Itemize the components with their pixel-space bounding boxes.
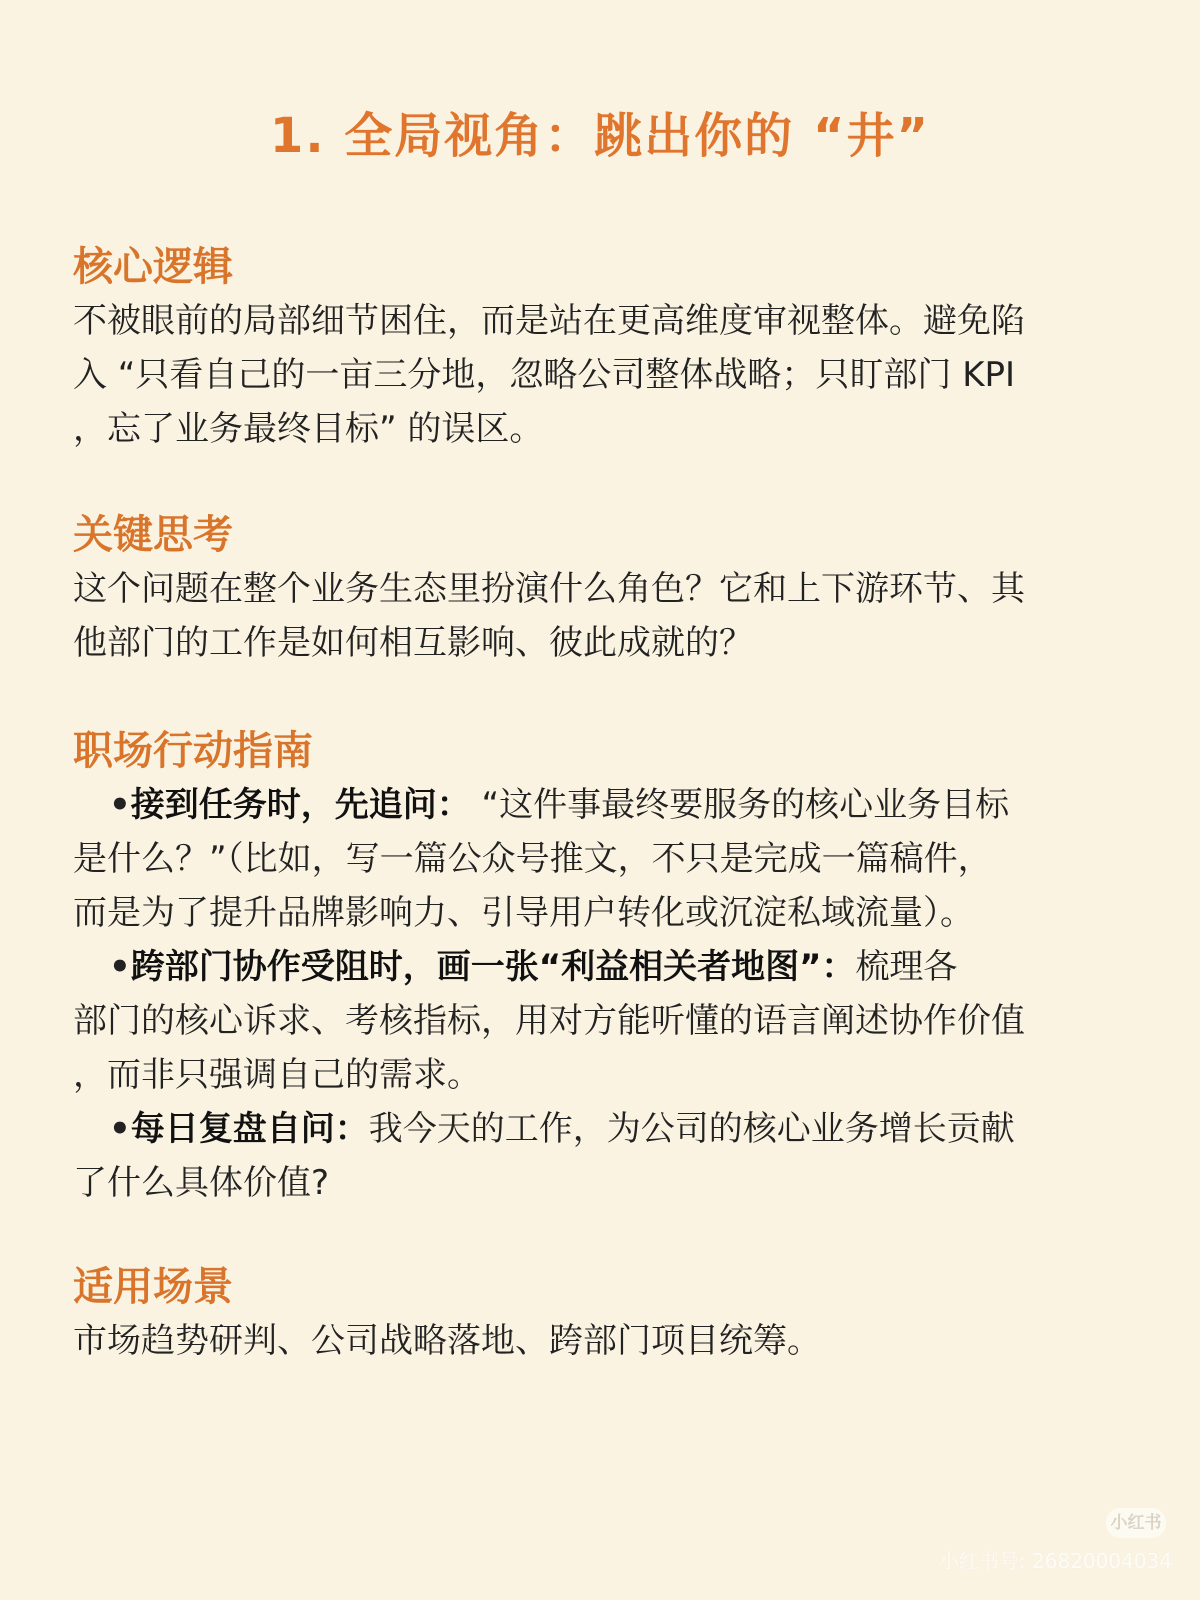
bullet-item — [73, 778, 1133, 832]
watermark-id: 小红书号: 26820004034 — [938, 1549, 1172, 1573]
bullet-dot: • — [109, 1109, 131, 1149]
watermark-logo: 小红书 — [1106, 1508, 1166, 1538]
paragraph-line: 了什么具体价值? — [73, 1163, 330, 1203]
bullet-item — [73, 940, 1133, 994]
section-heading: 适用场景 — [73, 1264, 233, 1310]
bullet-text: 我今天的工作，为公司的核心业务增长贡献 — [368, 1109, 1015, 1149]
paragraph-line: 不被眼前的局部细节困住，而是站在更高维度审视整体。避免陷 — [73, 301, 1025, 341]
bullet-text: “这件事最终要服务的核心业务目标 — [470, 785, 1010, 825]
bullet-dot: • — [109, 785, 131, 825]
section-scenarios — [73, 1260, 1133, 1368]
section-core-logic — [73, 240, 1133, 456]
bullet-item — [73, 1102, 1133, 1156]
bullet-lead: 接到任务时，先追问： — [130, 785, 471, 825]
paragraph-line: 这个问题在整个业务生态里扮演什么角色？它和上下游环节、其 — [73, 569, 1025, 609]
paragraph-line: 而是为了提升品牌影响力、引导用户转化或沉淀私域流量）。 — [73, 893, 974, 933]
section-key-thinking — [73, 508, 1133, 670]
paragraph-line: ，忘了业务最终目标” 的误区。 — [73, 409, 544, 449]
bullet-text: 梳理各 — [855, 947, 958, 987]
section-action-guide — [73, 724, 1133, 1210]
bullet-dot: • — [109, 947, 131, 987]
section-heading: 核心逻辑 — [73, 244, 233, 290]
section-heading: 职场行动指南 — [73, 728, 313, 774]
paragraph-line: 是什么？”（比如，写一篇公众号推文，不只是完成一篇稿件， — [73, 839, 992, 879]
paragraph-line: 市场趋势研判、公司战略落地、跨部门项目统筹。 — [73, 1321, 821, 1361]
paragraph-line: ，而非只强调自己的需求。 — [73, 1055, 481, 1095]
bullet-lead: 跨部门协作受阻时，画一张“利益相关者地图”： — [130, 947, 856, 987]
page-title: 1. 全局视角：跳出你的 “井” — [269, 108, 931, 164]
bullet-lead: 每日复盘自问： — [130, 1109, 369, 1149]
paragraph-line: 部门的核心诉求、考核指标，用对方能听懂的语言阐述协作价值 — [73, 1001, 1025, 1041]
paragraph-line: 他部门的工作是如何相互影响、彼此成就的？ — [73, 623, 753, 663]
paragraph-line: 入 “只看自己的一亩三分地，忽略公司整体战略；只盯部门 KPI — [73, 355, 1016, 395]
section-heading: 关键思考 — [73, 512, 233, 558]
